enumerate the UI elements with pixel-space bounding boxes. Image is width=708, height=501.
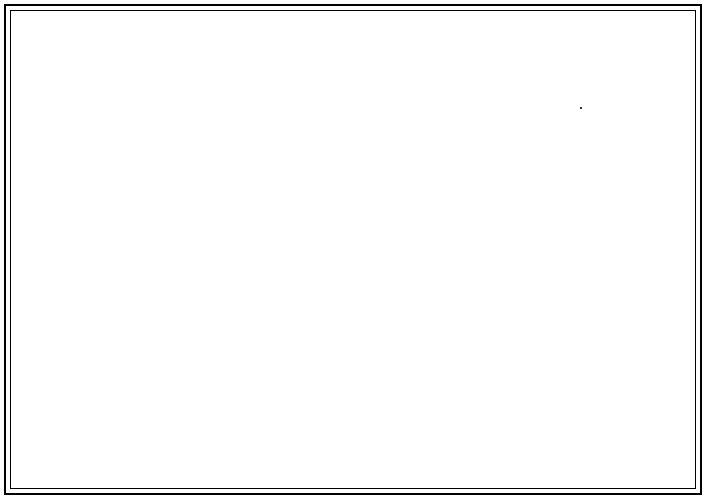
lattice-diamond-bottom-left [33, 252, 153, 472]
lattice-diamond-top-left [33, 26, 153, 242]
lattice-diamond-right-1 [628, 62, 680, 166]
lattice-diamond-right-3 [628, 322, 680, 426]
main-text [165, 22, 605, 32]
lattice-diamond-right-2 [628, 194, 680, 298]
stray-dot [580, 107, 582, 109]
